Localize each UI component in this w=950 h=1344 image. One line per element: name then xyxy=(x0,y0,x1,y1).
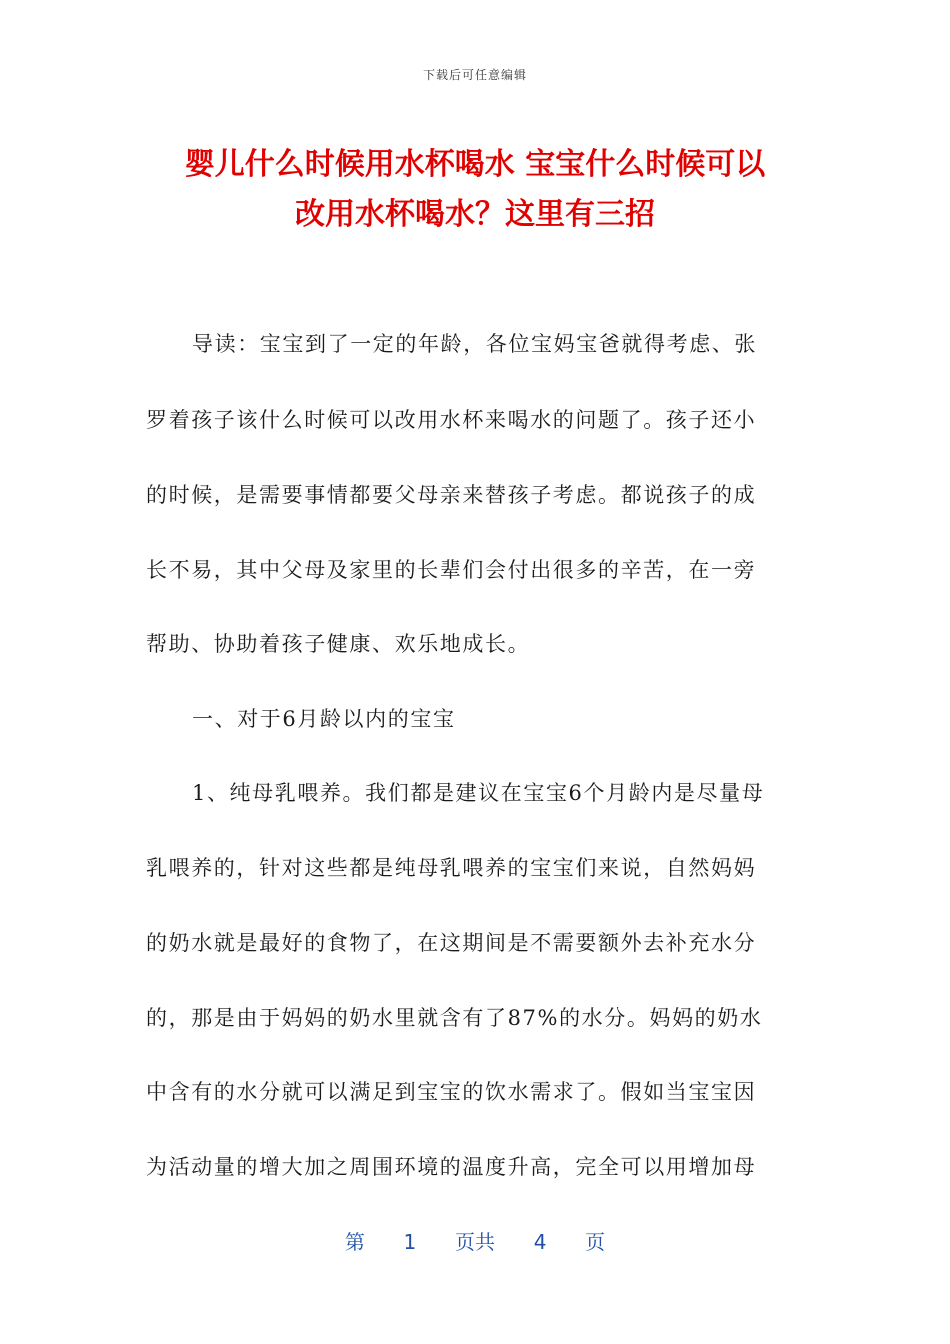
body-line: 1、纯母乳喂养。我们都是建议在宝宝6个月龄内是尽量母 xyxy=(192,781,765,805)
document-title xyxy=(120,140,830,240)
title-line-1: 婴儿什么时候用水杯喝水 宝宝什么时候可以 xyxy=(184,147,766,182)
body-line: 长不易，其中父母及家里的长辈们会付出很多的辛苦，在一旁 xyxy=(146,558,757,582)
body-line: 罗着孩子该什么时候可以改用水杯来喝水的问题了。孩子还小 xyxy=(146,408,757,432)
page-suffix: 页 xyxy=(585,1230,606,1254)
page-footer xyxy=(0,1226,950,1255)
page-middle: 页共 xyxy=(455,1230,495,1254)
title-line-2: 改用水杯喝水？这里有三招 xyxy=(295,197,655,232)
body-line: 乳喂养的，针对这些都是纯母乳喂养的宝宝们来说，自然妈妈 xyxy=(146,856,757,880)
page-prefix: 第 xyxy=(344,1230,365,1254)
page-current: 1 xyxy=(403,1230,417,1254)
header-note: 下载后可任意编辑 xyxy=(422,68,527,82)
body-line: 的奶水就是最好的食物了，在这期间是不需要额外去补充水分 xyxy=(146,931,757,955)
body-line: 的时候，是需要事情都要父母亲来替孩子考虑。都说孩子的成 xyxy=(146,483,757,507)
section-heading: 一、对于6月龄以内的宝宝 xyxy=(192,707,456,731)
body-line: 的，那是由于妈妈的奶水里就含有了87%的水分。妈妈的奶水 xyxy=(146,1006,763,1030)
page-total: 4 xyxy=(533,1230,547,1254)
body-line: 为活动量的增大加之周围环境的温度升高，完全可以用增加母 xyxy=(146,1155,757,1179)
body-line: 导读：宝宝到了一定的年龄，各位宝妈宝爸就得考虑、张 xyxy=(192,332,757,356)
body-line: 帮助、协助着孩子健康、欢乐地成长。 xyxy=(146,632,531,656)
body-line: 中含有的水分就可以满足到宝宝的饮水需求了。假如当宝宝因 xyxy=(146,1080,757,1104)
